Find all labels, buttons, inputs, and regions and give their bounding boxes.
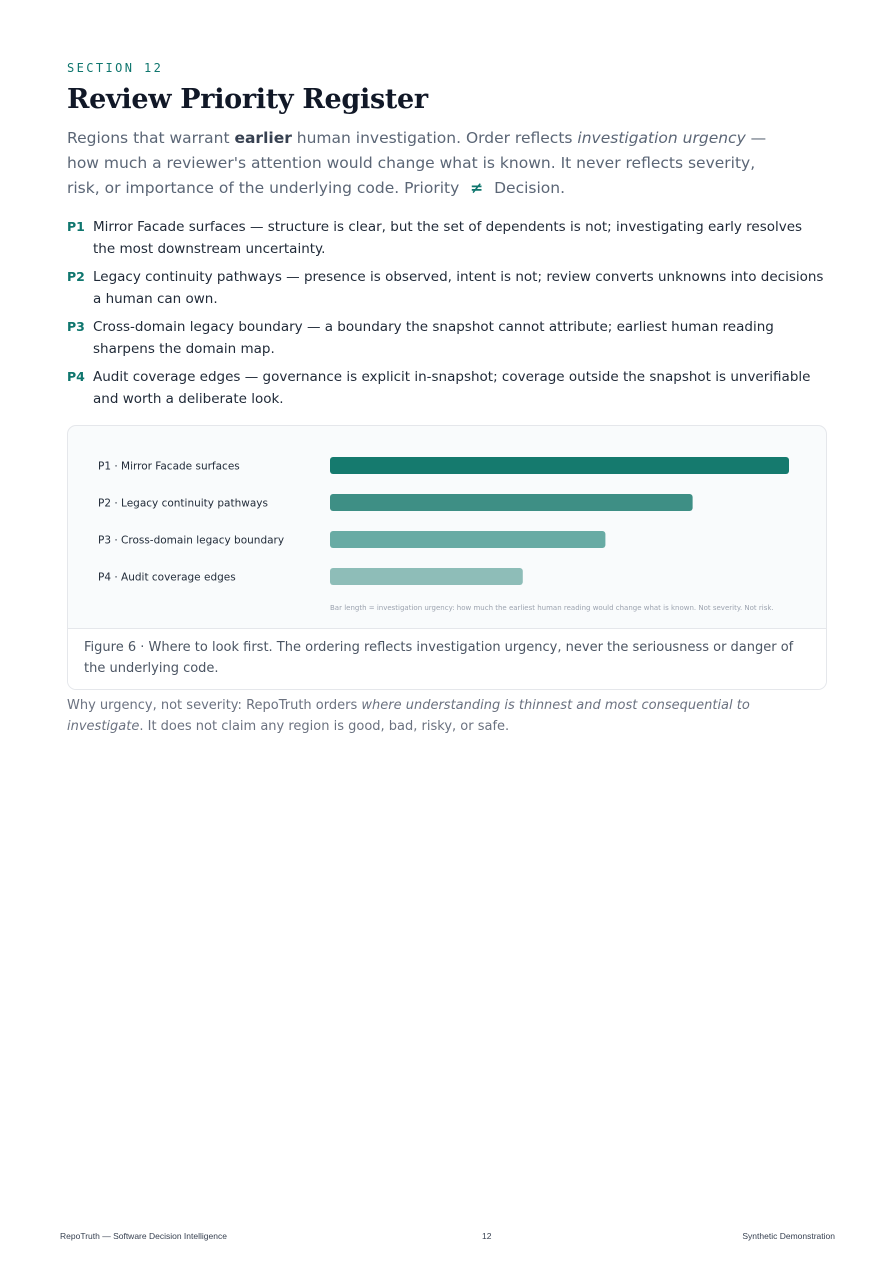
note-text-2: . It does not claim any region is good, bad, risky, or safe. — [139, 718, 510, 734]
bar-label: P3 · Cross-domain legacy boundary — [98, 534, 285, 547]
priority-item — [67, 216, 827, 260]
priority-tag: P3 — [67, 319, 85, 334]
urgency-note — [67, 696, 827, 737]
intro-text-3: — how much a reviewer's attention would change what is known. It never reflects severity, risk, or importance of the underlying code. Priority — [67, 129, 767, 197]
priority-item — [67, 266, 827, 310]
priority-tag: P2 — [67, 269, 85, 284]
intro-text-4: Decision. — [489, 179, 566, 197]
priority-item — [67, 316, 827, 360]
priority-list — [67, 216, 827, 416]
note-text-1: Why urgency, not severity: RepoTruth orders — [67, 698, 362, 713]
priority-tag: P1 — [67, 219, 85, 234]
page-title: Review Priority Register — [67, 84, 428, 115]
bar-label: P2 · Legacy continuity pathways — [98, 497, 268, 510]
intro-paragraph — [67, 126, 767, 201]
page-number: 12 — [482, 1231, 492, 1241]
priority-text: Audit coverage edges — governance is explicit in-snapshot; coverage outside the snapshot is unverifiable and worth a deliberate look. — [93, 369, 811, 407]
figure-caption: Figure 6 · Where to look first. The ordering reflects investigation urgency, never the seriousness or danger of the underlying code. — [68, 628, 826, 689]
intro-text-2: human investigation. Order reflects — [291, 129, 578, 147]
bar-label: P4 · Audit coverage edges — [98, 571, 236, 584]
footer-brand: RepoTruth — Software Decision Intelligence — [60, 1231, 227, 1241]
urgency-bar-chart — [68, 426, 826, 628]
intro-italic: investigation urgency — [577, 129, 746, 147]
urgency-bar — [330, 494, 693, 511]
intro-bold: earlier — [234, 129, 292, 147]
intro-text-1: Regions that warrant — [67, 129, 235, 147]
urgency-bar — [330, 457, 789, 474]
priority-text: Cross-domain legacy boundary — a boundary the snapshot cannot attribute; earliest human reading sharpens the domain map. — [93, 319, 774, 357]
priority-item — [67, 366, 827, 410]
priority-figure — [67, 425, 827, 690]
section-label: SECTION 12 — [67, 61, 164, 75]
urgency-bar — [330, 531, 605, 548]
urgency-bar — [330, 568, 523, 585]
priority-text: Legacy continuity pathways — presence is observed, intent is not; review converts unknowns into decisions a human can own. — [93, 269, 824, 307]
priority-tag: P4 — [67, 369, 85, 384]
not-equal-symbol: ≠ — [470, 179, 484, 197]
bar-label: P1 · Mirror Facade surfaces — [98, 460, 240, 473]
footer-label: Synthetic Demonstration — [742, 1231, 835, 1241]
note-italic: where understanding is thinnest and most consequential to investigate — [67, 698, 750, 734]
priority-text: Mirror Facade surfaces — structure is clear, but the set of dependents is not; investigating early resolves the most downstream uncertainty. — [93, 219, 803, 257]
chart-annotation: Bar length = investigation urgency: how much the earliest human reading would change what is known. Not severity. Not risk. — [330, 604, 774, 612]
